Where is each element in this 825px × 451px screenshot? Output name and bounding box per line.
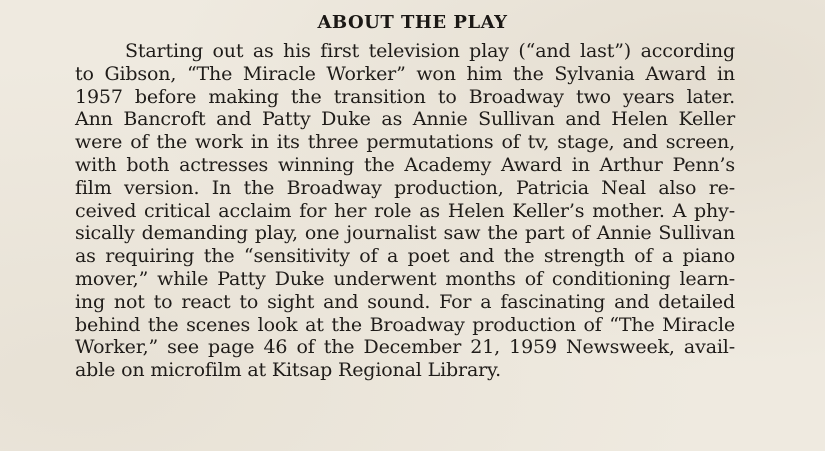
text-line: Worker,” see page 46 of the December 21, 1959 Newsweek, avail- <box>75 336 735 359</box>
text-line: ing not to react to sight and sound. For a fascinating and detailed <box>75 290 735 313</box>
text-line: able on microfilm at Kitsap Regional Library. <box>75 359 502 382</box>
text-line: 1957 before making the transition to Broadway two years later. <box>75 85 735 108</box>
text-line: Starting out as his first television play (“and last”) according <box>125 40 735 62</box>
text-line: ceived critical acclaim for her role as Helen Keller’s mother. A phy- <box>75 199 735 222</box>
section-heading: ABOUT THE PLAY <box>317 12 508 33</box>
text-line: were of the work in its three permutations of tv, stage, and screen, <box>75 131 735 154</box>
text-line: with both actresses winning the Academy Award in Arthur Penn’s <box>75 153 735 176</box>
text-line: to Gibson, “The Miracle Worker” won him the Sylvania Award in <box>75 62 735 85</box>
text-line: behind the scenes look at the Broadway production of “The Miracle <box>75 313 735 336</box>
text-line: film version. In the Broadway production, Patricia Neal also re- <box>75 176 735 199</box>
text-line: Ann Bancroft and Patty Duke as Annie Sullivan and Helen Keller <box>75 108 735 131</box>
text-line: mover,” while Patty Duke underwent months of conditioning learn- <box>75 267 735 290</box>
text-line: sically demanding play, one journalist saw the part of Annie Sullivan <box>75 222 735 245</box>
text-line: as requiring the “sensitivity of a poet and the strength of a piano <box>75 245 735 268</box>
article-body <box>75 40 735 382</box>
